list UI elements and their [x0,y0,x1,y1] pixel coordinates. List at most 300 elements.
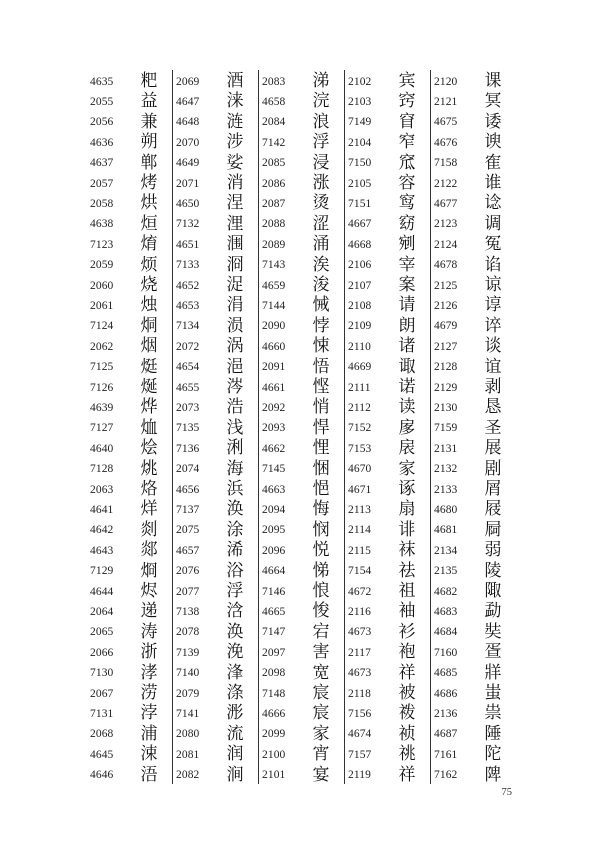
character: 诿 [484,111,502,132]
character: 悒 [312,479,330,499]
char-code: 7123 [90,238,114,251]
character: 课 [484,71,502,91]
character: 郸 [140,152,158,173]
table-column [260,70,346,784]
char-code: 2071 [176,177,200,190]
character: 疍 [484,642,502,663]
character: 涠 [226,234,244,255]
character: 诽 [398,519,416,540]
char-code: 2136 [434,707,458,720]
character: 陬 [484,581,502,601]
char-code: 7161 [434,748,458,761]
character: 谀 [484,132,502,153]
character: 谆 [484,295,502,316]
char-code: 4641 [90,503,114,516]
table-row [88,764,174,787]
char-code: 7159 [434,422,458,435]
char-code: 2129 [434,381,458,394]
char-code: 2133 [434,483,458,496]
char-code: 2100 [262,748,286,761]
char-code: 2121 [434,95,458,108]
char-code: 2064 [90,605,114,618]
char-code: 7136 [176,442,200,455]
char-code: 7152 [348,422,372,435]
char-code: 7151 [348,197,372,210]
character: 浸 [312,152,330,173]
character: 朔 [140,132,158,153]
character: 浠 [226,540,244,561]
character: 涤 [226,683,244,703]
char-code: 7139 [176,646,200,659]
char-code: 7158 [434,157,458,170]
character: 宵 [312,744,330,765]
char-code: 4675 [434,116,458,129]
character: 袖 [398,601,416,622]
character: 烻 [140,377,158,397]
character: 浮 [312,132,330,153]
character: 陲 [484,723,502,744]
char-code: 4687 [434,728,458,741]
character: 悢 [312,581,330,601]
character: 悟 [312,356,330,377]
character: 涕 [312,71,330,91]
char-code: 2078 [176,626,200,639]
character: 悚 [312,336,330,357]
char-code: 4640 [90,442,114,455]
char-code: 4682 [434,585,458,598]
character: 浦 [140,723,158,744]
character: 屐 [484,499,502,520]
character: 涢 [226,315,244,336]
char-code: 4644 [90,585,114,598]
character: 窄 [398,132,416,153]
character: 衫 [398,621,416,642]
char-code: 2098 [262,667,286,680]
char-code: 7131 [90,707,114,720]
character: 读 [398,397,416,418]
char-code: 4646 [90,769,114,782]
char-code: 4642 [90,524,114,537]
character: 涧 [226,764,244,785]
char-code: 4650 [176,197,200,210]
char-code: 4649 [176,157,200,170]
char-code: 4653 [176,299,200,312]
character: 展 [484,438,502,459]
char-code: 2107 [348,279,372,292]
char-code: 2096 [262,544,286,557]
char-code: 7132 [176,218,200,231]
character: 被 [398,683,416,703]
char-code: 4658 [262,95,286,108]
character: 宽 [312,662,330,683]
character: 烨 [140,397,158,418]
character: 涩 [312,213,330,234]
character: 谊 [484,356,502,377]
char-code: 2074 [176,463,200,476]
char-code: 2104 [348,136,372,149]
character: 涣 [226,621,244,642]
char-code: 4680 [434,503,458,516]
character: 浡 [140,703,158,724]
character: 烧 [140,275,158,295]
character: 烔 [140,315,158,336]
character: 烬 [140,581,158,601]
char-code: 2108 [348,299,372,312]
char-code: 4677 [434,197,458,210]
character: 浮 [226,581,244,601]
char-code: 4678 [434,259,458,272]
char-code: 2083 [262,75,286,88]
character: 宕 [312,621,330,642]
char-code: 4656 [176,483,200,496]
character: 浩 [226,397,244,418]
table-column [432,70,518,784]
char-code: 2068 [90,728,114,741]
char-code: 2057 [90,177,114,190]
character: 涓 [226,295,244,316]
character: 涅 [226,193,244,214]
character: 烱 [140,560,158,581]
character: 窍 [398,91,416,112]
char-code: 2099 [262,728,286,741]
character: 谁 [484,173,502,193]
char-code: 4670 [348,463,372,476]
character: 案 [398,275,416,295]
char-code: 4668 [348,238,372,251]
character: 浙 [140,642,158,663]
char-code: 7130 [90,667,114,680]
char-code: 4663 [262,483,286,496]
character: 酒 [226,71,244,91]
char-code: 4637 [90,157,114,170]
char-code: 2120 [434,75,458,88]
char-code: 4676 [434,136,458,149]
char-code: 2111 [348,381,371,394]
char-code: 2126 [434,299,458,312]
character: 宸 [312,703,330,724]
char-code: 2113 [348,503,371,516]
character: 悌 [312,560,330,581]
char-code: 4639 [90,401,114,414]
character: 烅 [140,417,158,438]
table-row [174,764,260,787]
character: 悝 [312,438,330,459]
char-code: 2119 [348,769,371,782]
character: 悯 [312,519,330,540]
character: 屙 [484,519,502,540]
character: 扅 [398,417,416,438]
char-code: 4685 [434,667,458,680]
character: 娑 [226,152,244,173]
character: 浴 [226,560,244,581]
character: 祥 [398,662,416,683]
char-code: 2123 [434,218,458,231]
character: 悃 [312,458,330,479]
character: 海 [226,458,244,479]
char-code: 7134 [176,320,200,333]
character: 涍 [140,662,158,683]
character: 消 [226,173,244,193]
char-code: 4645 [90,748,114,761]
char-code: 2059 [90,259,114,272]
char-code: 2116 [348,605,371,618]
char-code: 2091 [262,361,286,374]
char-code: 4635 [90,75,114,88]
char-code: 2081 [176,748,200,761]
character: 浬 [226,213,244,234]
character: 烶 [140,356,158,377]
character: 悈 [312,295,330,316]
char-code: 7128 [90,463,114,476]
character: 涂 [226,519,244,540]
character: 祯 [398,723,416,744]
character: 陀 [484,744,502,765]
char-code: 7160 [434,646,458,659]
char-code: 7144 [262,299,286,312]
char-code: 2072 [176,340,200,353]
character: 递 [140,601,158,622]
character: 圣 [484,417,502,438]
character: 浣 [312,91,330,112]
char-code: 4662 [262,442,286,455]
character: 烤 [140,173,158,193]
char-code: 7148 [262,687,286,700]
char-code: 7147 [262,626,286,639]
character: 扆 [398,438,416,459]
char-code: 2105 [348,177,372,190]
character: 悭 [312,377,330,397]
char-code: 2103 [348,95,372,108]
char-code: 4683 [434,605,458,618]
char-code: 2097 [262,646,286,659]
character: 悔 [312,499,330,520]
char-code: 2055 [90,95,114,108]
character: 调 [484,213,502,234]
char-code: 7150 [348,157,372,170]
char-code: 2077 [176,585,200,598]
char-code: 7140 [176,667,200,680]
character: 益 [140,91,158,112]
character: 悄 [312,397,330,418]
character: 诹 [398,356,416,377]
character: 涘 [312,254,330,275]
character: 浜 [226,479,244,499]
char-code: 2056 [90,116,114,129]
char-code: 7149 [348,116,372,129]
char-code: 7133 [176,259,200,272]
character: 弱 [484,540,502,561]
char-code: 2092 [262,401,286,414]
char-code: 4681 [434,524,458,537]
character: 袍 [398,642,416,663]
character: 屑 [484,479,502,499]
character: 宴 [312,764,330,785]
character: 窎 [398,193,416,214]
character: 谂 [484,193,502,214]
character: 涑 [140,744,158,765]
character-table [88,70,518,784]
character: 袯 [398,703,416,724]
char-code: 2084 [262,116,286,129]
char-code: 2079 [176,687,200,700]
character: 窈 [398,213,416,234]
char-code: 7135 [176,422,200,435]
character: 蚩 [484,683,502,703]
character: 扇 [398,499,416,520]
char-code: 7138 [176,605,200,618]
character: 涌 [312,234,330,255]
char-code: 4647 [176,95,200,108]
character: 祟 [484,703,502,724]
char-code: 2076 [176,565,200,578]
character: 涉 [226,132,244,153]
character: 隺 [484,152,502,173]
char-code: 4686 [434,687,458,700]
character: 烩 [140,438,158,459]
char-code: 2087 [262,197,286,210]
page-number: 75 [501,787,512,798]
character: 浞 [226,275,244,295]
character: 郯 [140,540,158,561]
character: 烙 [140,479,158,499]
char-code: 2075 [176,524,200,537]
char-code: 2066 [90,646,114,659]
char-code: 2065 [90,626,114,639]
character: 流 [226,723,244,744]
character: 烑 [140,458,158,479]
char-code: 2125 [434,279,458,292]
char-code: 2062 [90,340,114,353]
character: 涣 [226,499,244,520]
character: 窅 [398,111,416,132]
char-code: 2106 [348,259,372,272]
char-code: 4666 [262,707,286,720]
char-code: 4661 [262,381,286,394]
char-code: 7162 [434,769,458,782]
char-code: 7142 [262,136,286,149]
char-code: 4648 [176,116,200,129]
character: 烛 [140,295,158,316]
char-code: 2085 [262,157,286,170]
character: 粑 [140,71,158,91]
character: 浥 [226,356,244,377]
char-code: 2086 [262,177,286,190]
character: 兼 [140,111,158,132]
character: 悍 [312,417,330,438]
char-code: 2061 [90,299,114,312]
character: 浛 [226,601,244,622]
char-code: 4638 [90,218,114,231]
char-code: 2134 [434,544,458,557]
char-code: 2080 [176,728,200,741]
character: 祛 [398,560,416,581]
table-column [346,70,432,784]
character: 剜 [398,234,416,255]
char-code: 4674 [348,728,372,741]
char-code: 2063 [90,483,114,496]
char-code: 2118 [348,687,371,700]
character: 涟 [226,111,244,132]
character: 烘 [140,193,158,214]
character: 勐 [484,601,502,622]
table-row [432,764,518,787]
char-code: 7157 [348,748,372,761]
char-code: 7126 [90,381,114,394]
character: 涡 [226,336,244,357]
char-code: 4669 [348,361,372,374]
char-code: 7124 [90,320,114,333]
character: 陵 [484,560,502,581]
char-code: 4660 [262,340,286,353]
char-code: 2110 [348,340,371,353]
character: 涛 [140,621,158,642]
character: 宾 [398,71,416,91]
character: 悖 [312,315,330,336]
table-column [174,70,260,784]
char-code: 2132 [434,463,458,476]
char-code: 4659 [262,279,286,292]
char-code: 4643 [90,544,114,557]
char-code: 4636 [90,136,114,149]
character: 诼 [398,479,416,499]
character: 容 [398,173,416,193]
character: 恳 [484,397,502,418]
char-code: 2128 [434,361,458,374]
character: 浅 [226,417,244,438]
character: 窊 [398,152,416,173]
character: 冥 [484,91,502,112]
table-row [260,764,346,787]
char-code: 4655 [176,381,200,394]
character: 谈 [484,336,502,357]
character: 烦 [140,254,158,275]
char-code: 4679 [434,320,458,333]
character: 悛 [312,601,330,622]
character: 浲 [226,662,244,683]
char-code: 2131 [434,442,458,455]
char-code: 4665 [262,605,286,618]
character: 涔 [226,377,244,397]
character: 奘 [484,621,502,642]
char-code: 2093 [262,422,286,435]
char-code: 2070 [176,136,200,149]
char-code: 2090 [262,320,286,333]
char-code: 7156 [348,707,372,720]
char-code: 2058 [90,197,114,210]
char-code: 7129 [90,565,114,578]
char-code: 2109 [348,320,372,333]
character: 浻 [226,254,244,275]
character: 浼 [226,642,244,663]
char-code: 7141 [176,707,200,720]
character: 朗 [398,315,416,336]
char-code: 2102 [348,75,372,88]
character: 浰 [226,438,244,459]
char-code: 4673 [348,667,372,680]
char-code: 7153 [348,442,372,455]
character: 浵 [226,703,244,724]
character: 剥 [484,377,502,397]
char-code: 4657 [176,544,200,557]
character: 剡 [140,519,158,540]
character: 宸 [312,683,330,703]
character: 诸 [398,336,416,357]
char-code: 4664 [262,565,286,578]
char-code: 7146 [262,585,286,598]
char-code: 2101 [262,769,286,782]
character: 祧 [398,744,416,765]
char-code: 2082 [176,769,200,782]
